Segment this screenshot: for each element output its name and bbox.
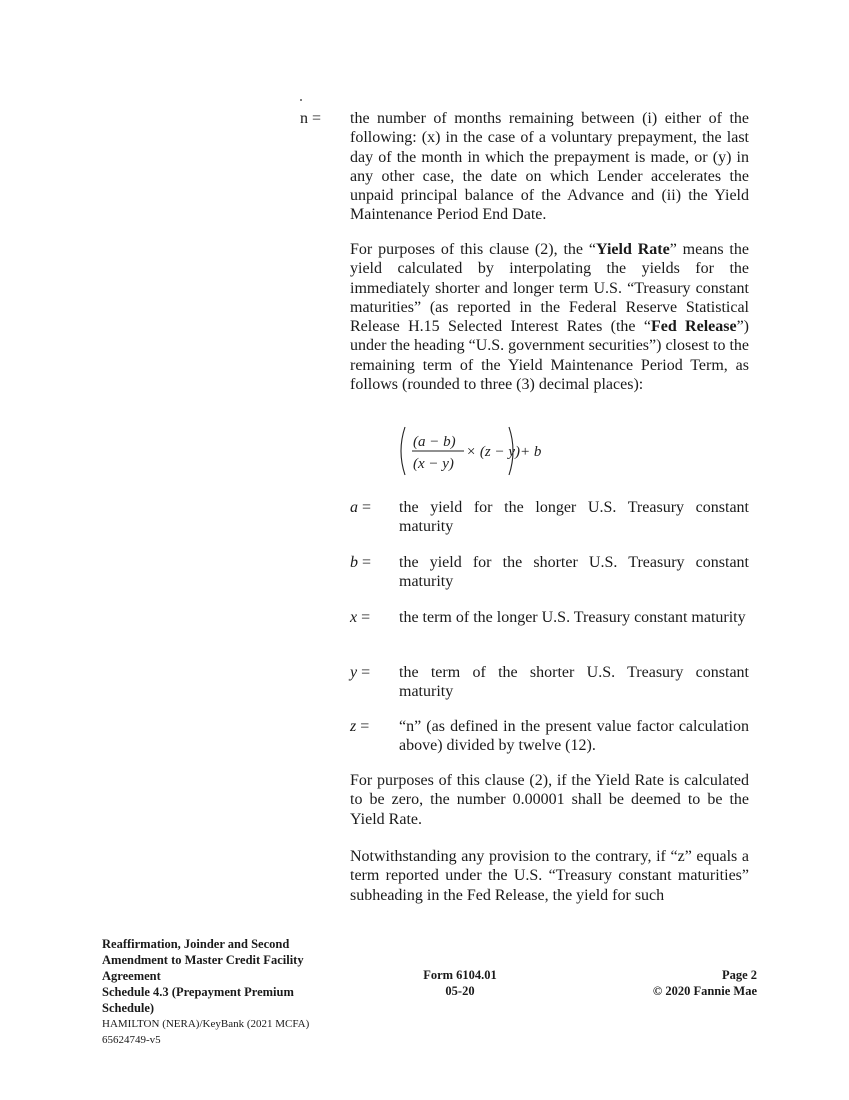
variable-equals: = bbox=[357, 609, 371, 626]
formula-tail: + b bbox=[520, 444, 542, 460]
zero-yield-paragraph: For purposes of this clause (2), if the Yield Rate is calculated to be zero, the number 0.00001 shall be deemed to be the Yield Rate. bbox=[350, 772, 749, 828]
variable-equals: = bbox=[358, 499, 372, 516]
footer-document-title bbox=[102, 936, 342, 1048]
formula-numerator: (a − b) bbox=[413, 434, 456, 450]
footer-title-line: Amendment to Master Credit Facility bbox=[102, 953, 304, 967]
form-number: Form 6104.01 bbox=[423, 968, 497, 982]
yield-rate-text-3: ”) under the heading “U.S. government securities”) closest to the remaining term of the Yield Maintenance Period Term, as follows (rounded to three (3) decimal places): bbox=[350, 318, 750, 394]
notwithstanding-paragraph: Notwithstanding any provision to the contrary, if “z” equals a term reported under the U.S. “Treasury constant maturities” subheading in the Fed Release, the yield for such bbox=[350, 848, 749, 904]
footer-schedule-line: Schedule 4.3 (Prepayment Premium bbox=[102, 985, 294, 999]
footer-title-line: Reaffirmation, Joinder and Second bbox=[102, 937, 290, 951]
variable-label-a bbox=[350, 498, 371, 517]
stray-mark bbox=[300, 99, 302, 101]
variable-label-b bbox=[350, 553, 371, 572]
variable-label-z bbox=[350, 717, 369, 736]
form-date: 05-20 bbox=[445, 984, 475, 998]
footer-form-number bbox=[400, 967, 520, 999]
variable-symbol: x bbox=[350, 609, 358, 626]
interpolation-formula bbox=[396, 425, 556, 477]
variable-definition-b: the yield for the shorter U.S. Treasury constant maturity bbox=[399, 554, 749, 591]
variable-equals: = bbox=[356, 718, 370, 735]
footer-title-line: Agreement bbox=[102, 969, 161, 983]
definition-term-n: n = bbox=[300, 110, 322, 127]
footer-schedule-line: Schedule) bbox=[102, 1001, 155, 1015]
variable-equals: = bbox=[358, 554, 372, 571]
variable-definition-x: the term of the longer U.S. Treasury constant maturity bbox=[399, 609, 746, 626]
variable-label-x bbox=[350, 608, 370, 627]
definition-text-n: the number of months remaining between (i) either of the following: (x) in the case of a voluntary prepayment, the last day of the month in which the prepayment is made, or (y) in any other case, the date on which Lender accelerates the unpaid principal balance of the Advance and (ii) the Yield Maintenance Period End Date. bbox=[350, 110, 749, 224]
formula-denominator: (x − y) bbox=[413, 456, 454, 472]
yield-rate-term: Yield Rate bbox=[595, 241, 670, 258]
variable-definition-a: the yield for the longer U.S. Treasury constant maturity bbox=[399, 499, 749, 536]
footer-deal-name: HAMILTON (NERA)/KeyBank (2021 MCFA) bbox=[102, 1018, 310, 1030]
variable-definition-y: the term of the shorter U.S. Treasury constant maturity bbox=[399, 664, 749, 701]
variable-symbol: a bbox=[350, 499, 358, 516]
variable-label-y bbox=[350, 663, 370, 682]
footer-page-info bbox=[600, 967, 757, 999]
formula-middle: × (z − y) bbox=[466, 444, 520, 460]
variable-symbol: y bbox=[350, 664, 358, 681]
variable-symbol: b bbox=[350, 554, 358, 571]
footer-document-id: 65624749-v5 bbox=[102, 1034, 161, 1046]
yield-rate-text-1: For purposes of this clause (2), the “ bbox=[350, 241, 596, 258]
yield-rate-paragraph bbox=[350, 240, 749, 394]
yield-rate-text-2: ” means the yield calculated by interpolating the yields for the immediately shorter and longer term U.S. “Treasury constant maturities” (as reported in the Federal Reserve Statistical Release H.15 Selected Interest Rates (the “ bbox=[350, 241, 749, 336]
copyright: © 2020 Fannie Mae bbox=[652, 984, 757, 998]
variable-symbol: z bbox=[350, 718, 357, 735]
variable-definition-z: “n” (as defined in the present value factor calculation above) divided by twelve (12). bbox=[399, 718, 749, 755]
page-number: Page 2 bbox=[721, 968, 757, 982]
variable-equals: = bbox=[357, 664, 371, 681]
fed-release-term: Fed Release bbox=[650, 318, 737, 336]
